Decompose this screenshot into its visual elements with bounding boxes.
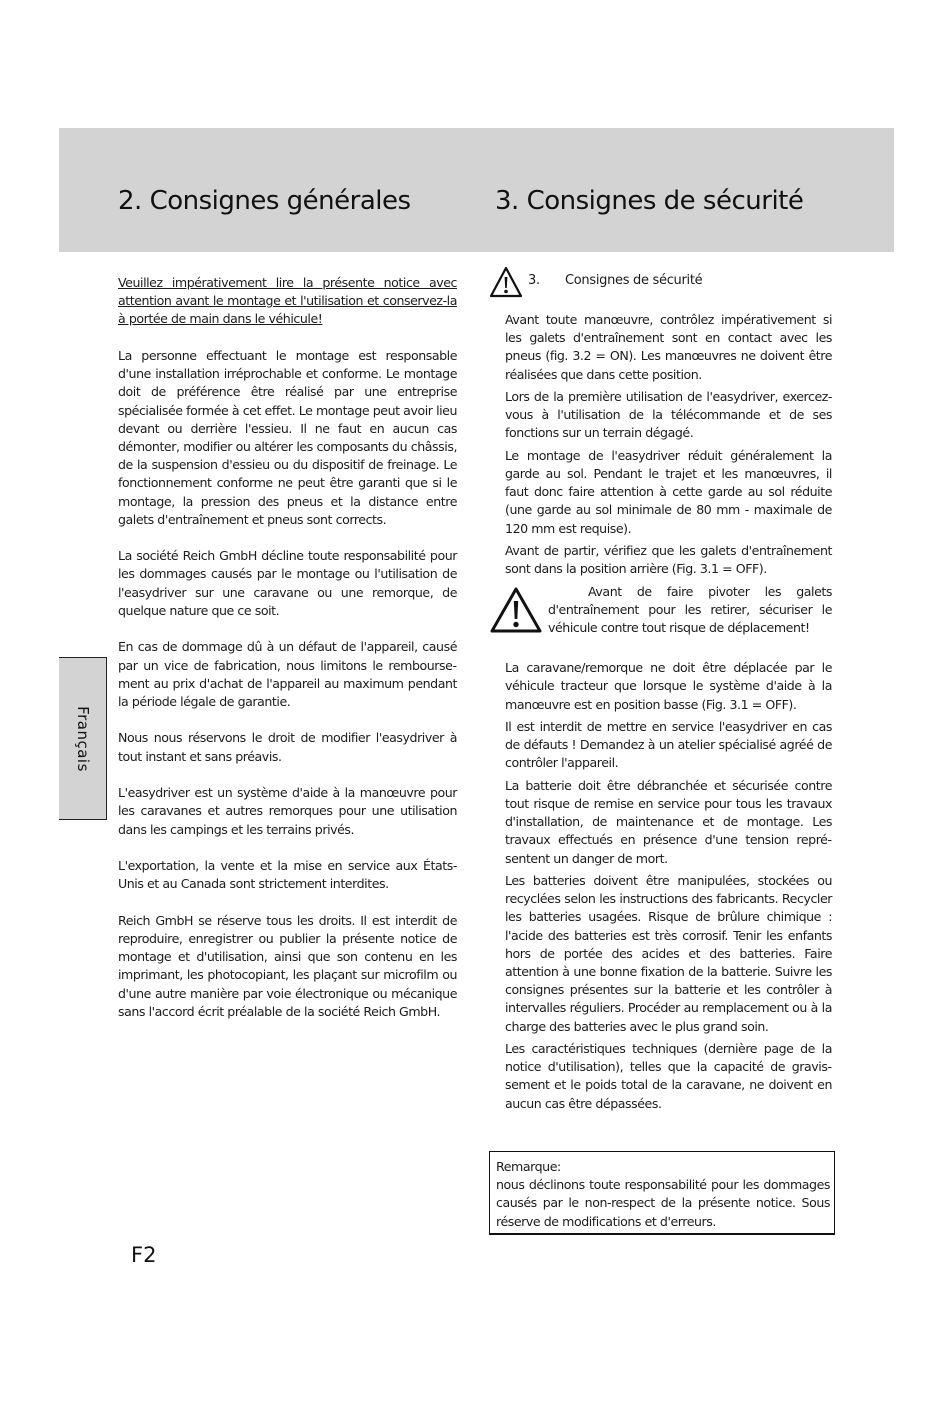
language-tab xyxy=(59,657,107,820)
remark-title: Remarque: xyxy=(496,1159,561,1174)
paragraph: Le montage de l'easydriver réduit généralement la garde au sol. Pendant le trajet et les manœuvres, il faut donc faire attention à cette garde au sol réduite (une garde au sol minimale de 80 mm - maximale de 120 mm est requise). xyxy=(505,447,832,536)
paragraph: La batterie doit être débranchée et sécurisée contre tout risque de remise en service pour tous les travaux d'installation, de maintenance et de montage. Les travaux effectués en présence d'une tension représentent un danger de mort. xyxy=(505,777,832,866)
intro-warning-text: Veuillez impérativement lire la présente notice avec attention avant le montage et l'utilisation et conservez-la à portée de main dans le véhicule! xyxy=(118,275,457,327)
paragraph: Avant de partir, vérifiez que les galets d'entraînement sont dans la position arrière (Fig. 3.1 = OFF). xyxy=(505,543,832,577)
paragraph: Les caractéristiques techniques (dernière page de la notice d'utilisation), telles que la capacité de gravissement et le poids total de la caravane, ne doivent en aucun cas être dépassées. xyxy=(505,1041,832,1111)
warning-notice xyxy=(505,583,832,638)
paragraph: Lors de la première utilisation de l'easydriver, exercez-vous à l'utilisation de la télécommande et de ses fonctions sur un terrain dégagé. xyxy=(505,389,832,441)
paragraph: Reich GmbH se réserve tous les droits. Il est interdit de reproduire, enregistrer ou publier la présente notice de montage et d'utilisation, ainsi que son contenu en les imprimant, les photocopiant, les plaçant sur microfilm ou d'une autre manière par voie électronique ou mécanique sans l'accord écrit préalable de la société Reich GmbH. xyxy=(118,912,457,1019)
safety-heading xyxy=(489,266,839,300)
language-tab-label: Français xyxy=(73,705,92,772)
paragraph: Les batteries doivent être manipulées, stockées ou recyclées selon les instructions des fabricants. Recycler les batteries usagées. Risque de brûlure chimique : l'acide des batteries est très corrosif. Tenir les enfants hors de portée des acides et des batteries. Faire attention à une bonne fixation de la batterie. Suivre les consignes présentes sur la batterie et les contrôler à intervalles réguliers. Procéder au remplacement ou à la charge des batteries avec le plus grand soin. xyxy=(505,873,832,1034)
warning-text: Avant de faire pivoter les galets d'entraînement pour les retirer, sécuriser le véhicule contre tout risque de déplacement! xyxy=(548,583,832,635)
page-number: F2 xyxy=(131,1243,157,1267)
general-instructions-column xyxy=(118,274,457,1039)
paragraph: En cas de dommage dû à un défaut de l'appareil, causé par un vice de fabrication, nous limitons le remboursement au prix d'achat de l'appareil au maximum pendant la période légale de garantie. xyxy=(118,639,457,709)
paragraph: La société Reich GmbH décline toute responsabilité pour les dommages causés par le montage ou l'utilisation de l'easydriver sur une caravane ou une remorque, de quelque nature que ce soit. xyxy=(118,548,457,618)
warning-triangle-icon xyxy=(489,586,543,639)
paragraph: L'easydriver est un système d'aide à la manœuvre pour les caravanes et autres remorques pour une utilisation dans les campings et les terrains privés. xyxy=(118,785,457,837)
safety-instructions-column xyxy=(505,311,832,1117)
paragraph: La personne effectuant le montage est responsable d'une installation irréprochable et conforme. Le montage doit de préférence être réalisé par une entreprise spécialisée formée à cet effet. Le montage peut avoir lieu devant ou derrière l'essieu. Il ne faut en aucun cas démonter, modifier ou altérer les composants du châssis, de la suspension d'essieu ou du dispositif de freinage. Le fonctionnement conforme ne peut être garanti que si le montage, la pression des pneus et la distance entre galets d'entraînement et pneus sont corrects. xyxy=(118,347,457,527)
paragraph: Il est interdit de mettre en service l'easydriver en cas de défauts ! Demandez à un atelier spécialisé agréé de contrôler l'appareil. xyxy=(505,719,832,771)
remark-box xyxy=(489,1151,835,1235)
paragraph: La caravane/remorque ne doit être déplacée par le véhicule tracteur que lorsque le système d'aide à la manœuvre est en position basse (Fig. 3.1 = OFF). xyxy=(505,660,832,712)
safety-section-number: 3. xyxy=(528,273,540,288)
section-title-safety: 3. Consignes de sécurité xyxy=(495,186,804,216)
safety-section-heading: Consignes de sécurité xyxy=(565,273,703,288)
warning-triangle-icon xyxy=(489,266,523,302)
paragraph: L'exportation, la vente et la mise en service aux États-Unis et au Canada sont strictement interdites. xyxy=(118,858,457,892)
paragraph: Nous nous réservons le droit de modifier l'easydriver à tout instant et sans préavis. xyxy=(118,730,457,764)
remark-text: nous déclinons toute responsabilité pour les dommages causés par le non-respect de la présente notice. Sous réserve de modifications et d'erreurs. xyxy=(496,1177,830,1229)
section-title-general: 2. Consignes générales xyxy=(118,186,411,216)
paragraph: Avant toute manœuvre, contrôlez impérativement si les galets d'entraînement sont en contact avec les pneus (fig. 3.2 = ON). Les manœuvres ne doivent être réalisées que dans cette position. xyxy=(505,312,832,382)
